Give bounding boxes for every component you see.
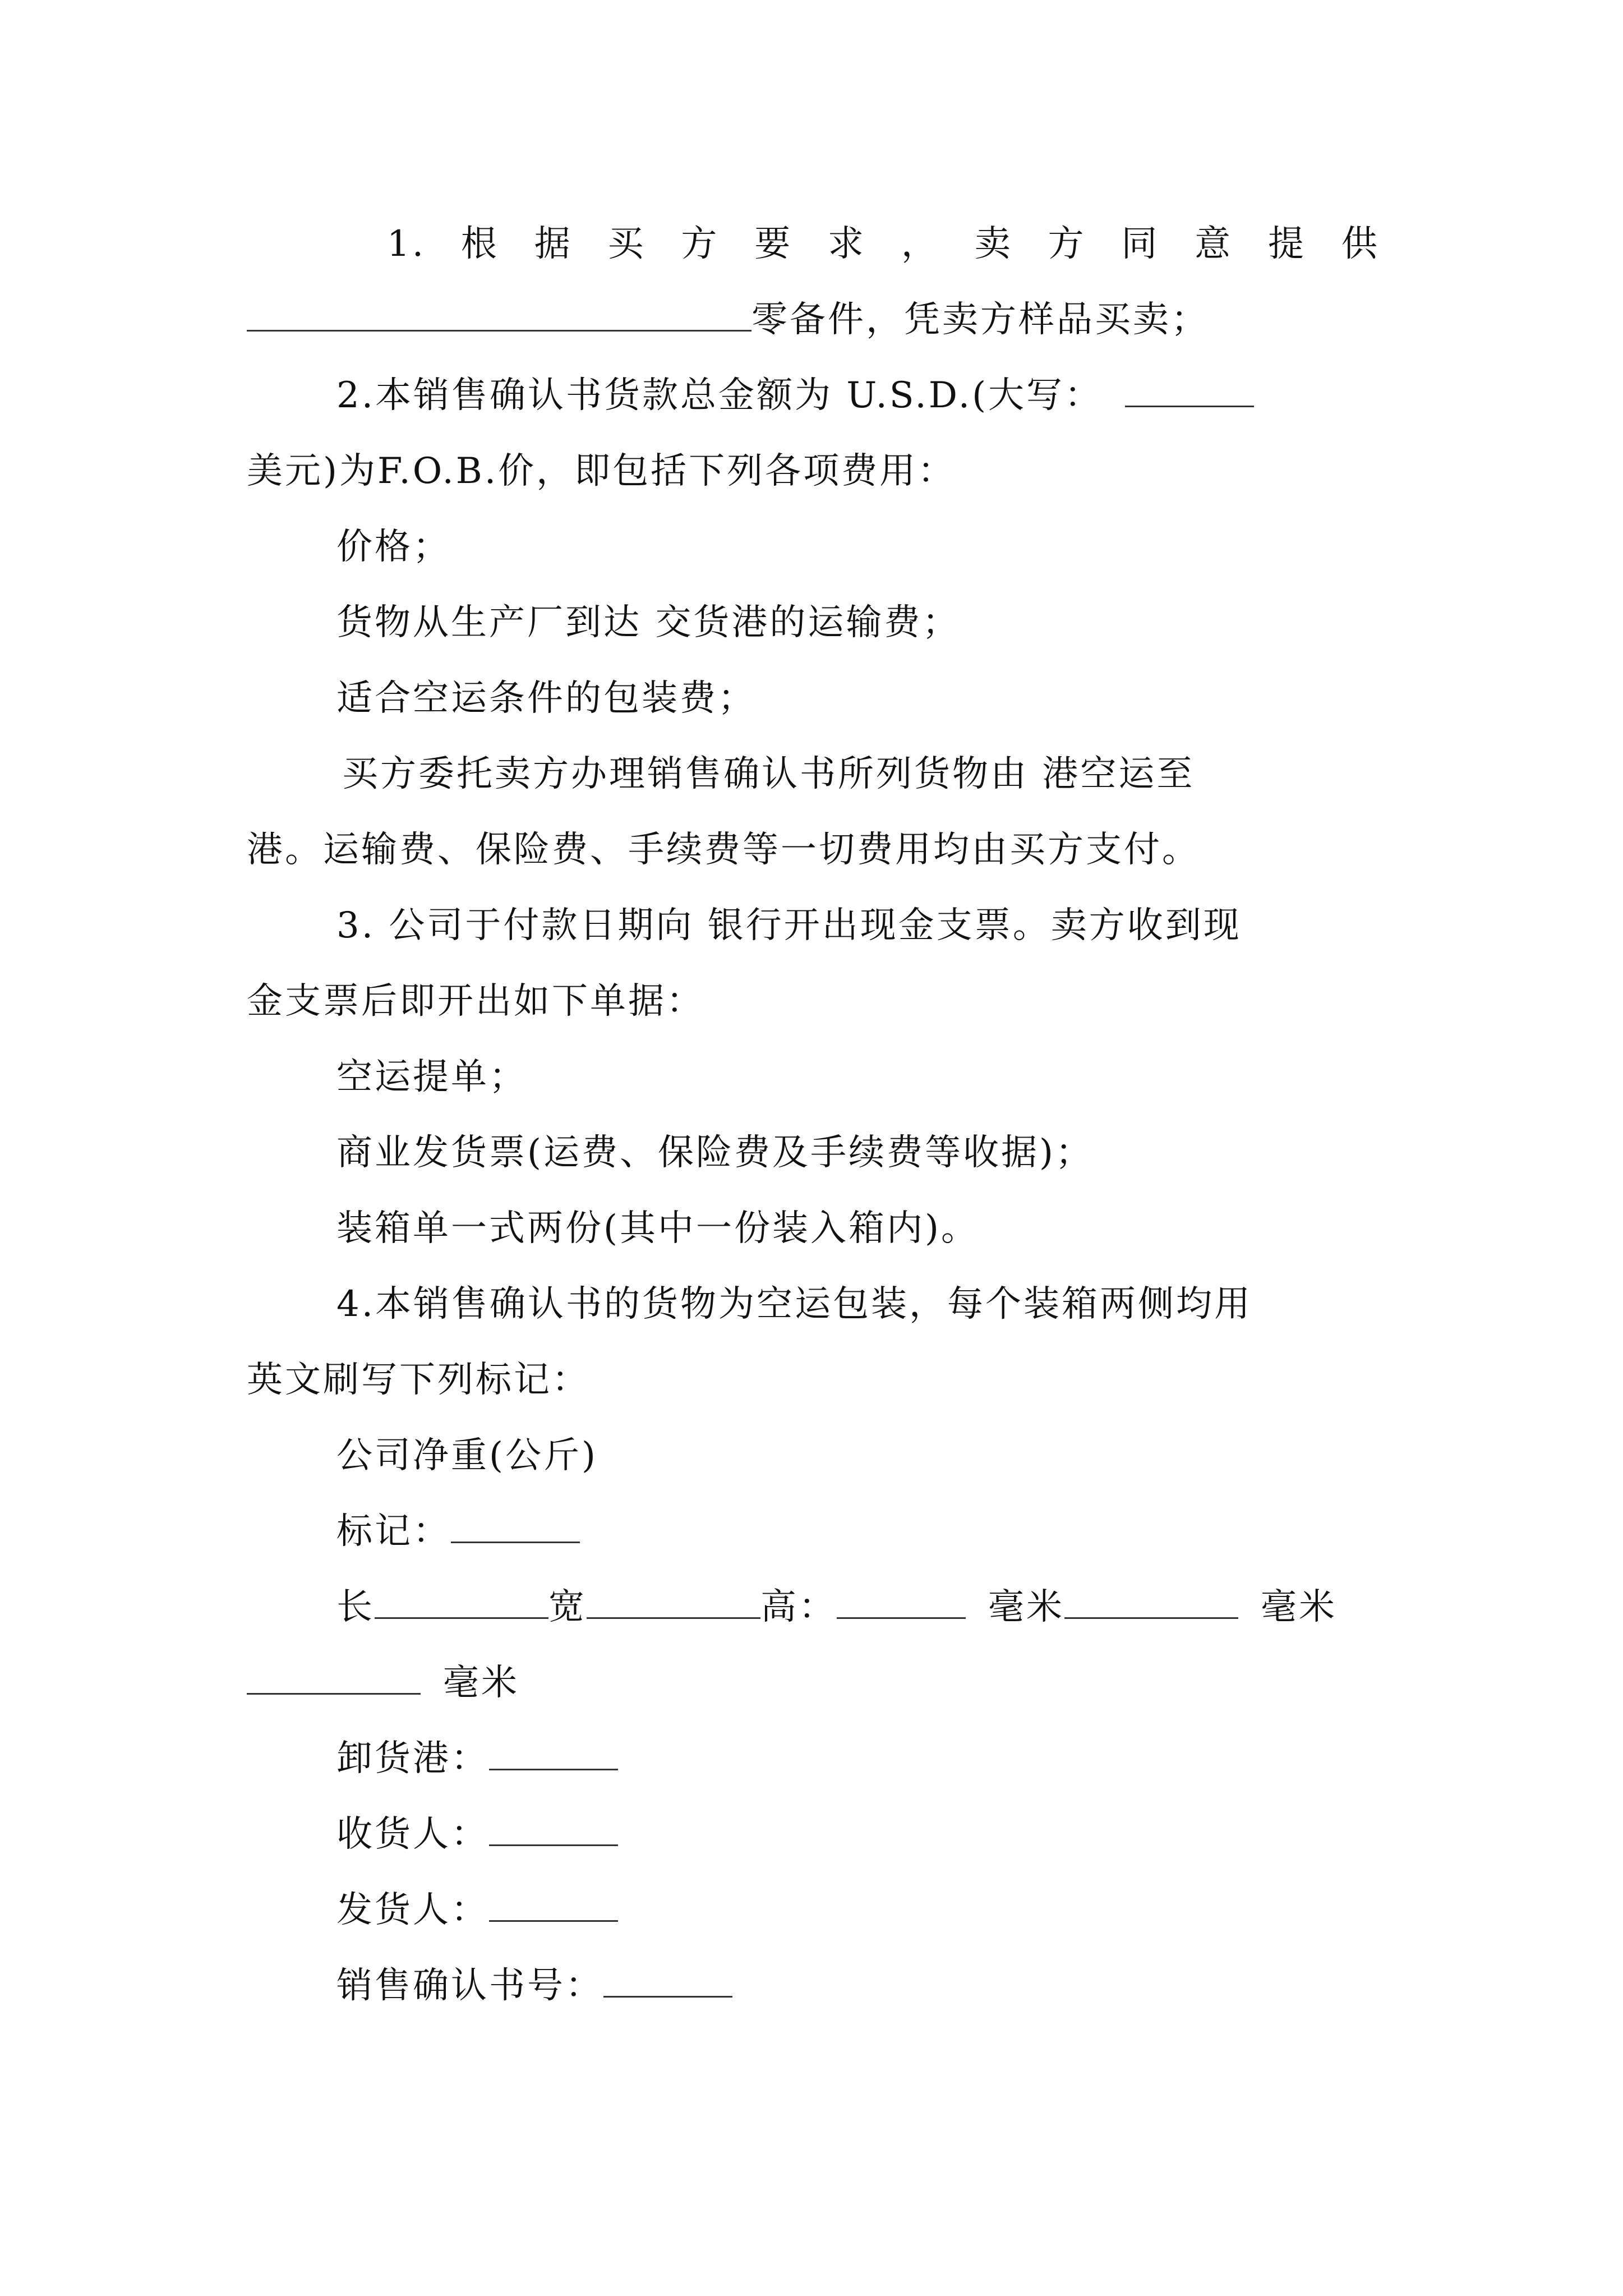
clause-2-line [336, 370, 1254, 421]
consignee-line [336, 1809, 618, 1860]
clause-1-number: 1. [387, 223, 426, 265]
height-label: 高： [760, 1586, 837, 1628]
clause-3-line: 3. 公司于付款日期向 银行开出现金支票。卖方收到现 [336, 905, 1242, 946]
mm-unit: 毫米 [443, 1662, 519, 1704]
clause-1-char: 意 [1195, 223, 1233, 265]
mark-label-line [336, 1506, 580, 1557]
fee-item-price: 价格； [336, 526, 451, 568]
shipper-label: 发货人： [336, 1889, 489, 1931]
clause-1-line [387, 219, 1380, 269]
clause-1-char: 据 [534, 223, 573, 265]
discharge-port-blank[interactable] [489, 1734, 618, 1770]
doc-item-invoice: 商业发货票(运费、保险费及手续费等收据)； [336, 1132, 1094, 1174]
mm-unit: 毫米 [988, 1586, 1064, 1628]
mark-net-weight: 公司净重(公斤) [336, 1435, 598, 1476]
doc-item-packing-list: 装箱单一式两份(其中一份装入箱内)。 [336, 1208, 979, 1249]
mark-label: 标记： [336, 1511, 451, 1552]
entrust-line: 买方委托卖方办理销售确认书所列货物由 港空运至 [342, 753, 1195, 795]
confirmation-number-blank[interactable] [603, 1961, 732, 1998]
width-label: 宽 [548, 1586, 587, 1628]
clause-1-text: 零备件，凭卖方样品买卖； [751, 299, 1209, 341]
fee-item-transport: 货物从生产厂到达 交货港的运输费； [336, 602, 961, 643]
clause-2-continuation: 美元)为F.O.B.价，即包括下列各项费用： [247, 450, 956, 492]
clause-1-char: 提 [1268, 223, 1306, 265]
entrust-continuation: 港。运输费、保险费、手续费等一切费用均由买方支付。 [247, 829, 1200, 871]
mm-unit: 毫米 [1261, 1586, 1337, 1628]
clause-1-char: 同 [1121, 223, 1160, 265]
clause-1-char: 要 [754, 223, 793, 265]
shipper-line [336, 1885, 618, 1935]
amount-blank[interactable] [1125, 371, 1254, 407]
fee-item-packing: 适合空运条件的包装费； [336, 678, 756, 719]
mark-blank[interactable] [451, 1507, 580, 1543]
length-label: 长 [336, 1586, 375, 1628]
clause-1-char: 供 [1341, 223, 1380, 265]
doc-item-airwaybill: 空运提单； [336, 1056, 527, 1098]
confirmation-number-line [336, 1961, 732, 2011]
parts-blank[interactable] [247, 295, 751, 332]
shipper-blank[interactable] [489, 1885, 618, 1922]
clause-4-line: 4.本销售确认书的货物为空运包装，每个装箱两侧均用 [336, 1283, 1253, 1325]
dimensions-continuation [247, 1658, 519, 1708]
clause-1-char: 方 [681, 223, 720, 265]
consignee-label: 收货人： [336, 1814, 489, 1855]
clause-2-text: 2.本销售确认书货款总金额为 U.S.D.(大写： [336, 375, 1103, 416]
clause-1-char: ， [901, 223, 939, 265]
clause-3-continuation: 金支票后即开出如下单据： [247, 981, 704, 1022]
clause-4-continuation: 英文刷写下列标记： [247, 1359, 590, 1401]
height-blank[interactable] [837, 1582, 966, 1619]
clause-1-char: 求 [828, 223, 866, 265]
clause-1-char: 方 [1048, 223, 1086, 265]
width-blank[interactable] [587, 1582, 760, 1619]
discharge-port-label: 卸货港： [336, 1738, 489, 1779]
consignee-blank[interactable] [489, 1810, 618, 1846]
clause-1-continuation [247, 295, 1209, 345]
clause-1-char: 根 [460, 223, 499, 265]
dimensions-line [336, 1582, 1337, 1632]
dim-blank-2[interactable] [1064, 1582, 1238, 1619]
confirmation-number-label: 销售确认书号： [336, 1965, 603, 2007]
dim-blank-3[interactable] [247, 1658, 421, 1695]
clause-1-char: 买 [607, 223, 646, 265]
clause-1-char: 卖 [974, 223, 1013, 265]
length-blank[interactable] [375, 1582, 548, 1619]
discharge-port-line [336, 1733, 618, 1784]
